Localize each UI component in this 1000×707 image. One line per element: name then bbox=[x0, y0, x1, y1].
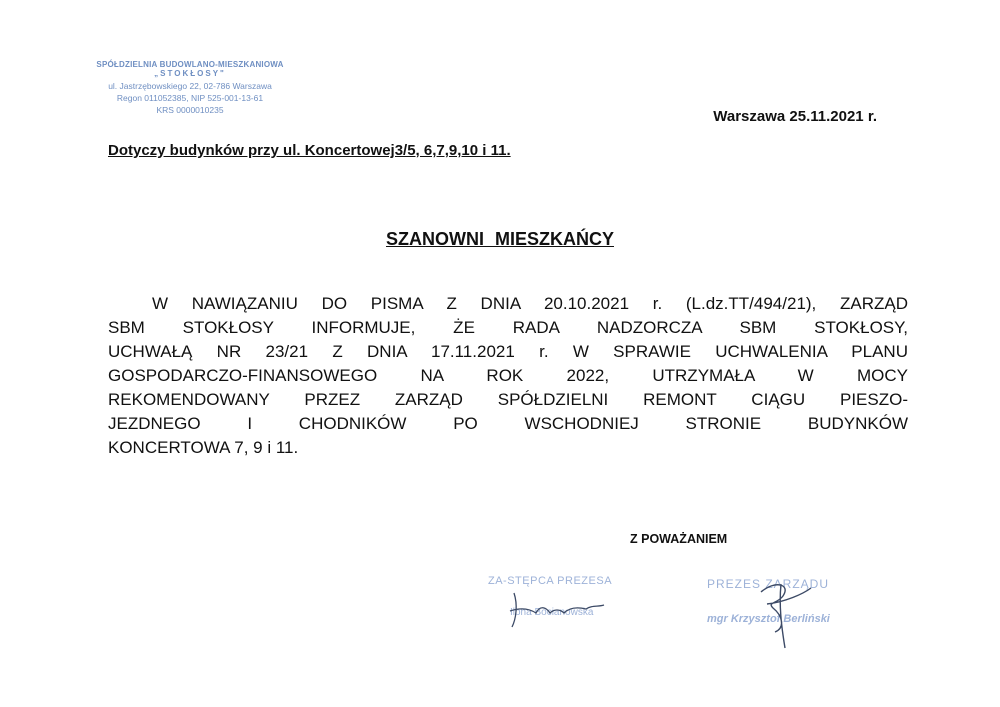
stamp-name: „STOKŁOSY" bbox=[154, 69, 226, 78]
body-line: GOSPODARCZO-FINANSOWEGO NA ROK 2022, UTRZYMAŁA W MOCY bbox=[108, 366, 908, 385]
closing-text: Z POWAŻANIEM bbox=[630, 532, 728, 546]
body-line: JEZDNEGO I CHODNIKÓW PO WSCHODNIEJ STRONIE BUDYNKÓW bbox=[108, 414, 908, 433]
organization-stamp bbox=[90, 60, 290, 116]
deputy-role: ZA-STĘPCA PREZESA bbox=[488, 575, 613, 587]
body-line: W NAWIĄZANIU DO PISMA Z DNIA 20.10.2021 r. (L.dz.TT/494/21), ZARZĄD bbox=[152, 294, 908, 313]
deputy-handwritten-signature bbox=[500, 585, 610, 635]
stamp-registry: Regon 011052385, NIP 525-001-13-61 bbox=[116, 93, 264, 103]
letter-date: Warszawa 25.11.2021 r. bbox=[713, 108, 877, 125]
body-line: UCHWAŁĄ NR 23/21 Z DNIA 17.11.2021 r. W SPRAWIE UCHWALENIA PLANU bbox=[108, 342, 908, 361]
body-line: REKOMENDOWANY PRZEZ ZARZĄD SPÓŁDZIELNI REMONT CIĄGU PIESZO- bbox=[108, 390, 908, 409]
stamp-organization: SPÓŁDZIELNIA BUDOWLANO-MIESZKANIOWA bbox=[96, 60, 284, 69]
stamp-krs: KRS 0000010235 bbox=[156, 105, 224, 115]
letter-subject: Dotyczy budynków przy ul. Koncertowej3/5, 6,7,9,10 i 11. bbox=[108, 142, 511, 159]
president-role: PREZES ZARZĄDU bbox=[707, 577, 830, 591]
deputy-name: Ilona Bocianowska bbox=[510, 607, 594, 618]
president-handwritten-signature bbox=[745, 574, 825, 654]
president-name: mgr Krzysztof Berliński bbox=[707, 613, 830, 625]
body-line: SBM STOKŁOSY INFORMUJE, ŻE RADA NADZORCZA SBM STOKŁOSY, bbox=[108, 318, 908, 337]
letter-heading: SZANOWNI MIESZKAŃCY bbox=[386, 229, 614, 249]
letter-body bbox=[108, 292, 908, 460]
body-line: KONCERTOWA 7, 9 i 11. bbox=[108, 438, 299, 457]
stamp-address: ul. Jastrzębowskiego 22, 02-786 Warszawa bbox=[108, 81, 272, 91]
